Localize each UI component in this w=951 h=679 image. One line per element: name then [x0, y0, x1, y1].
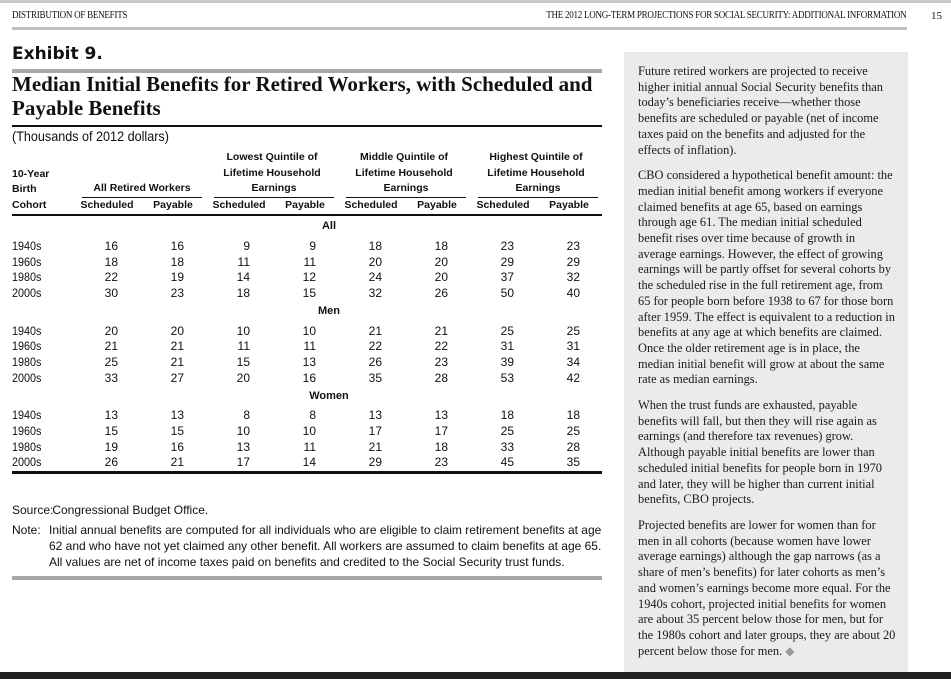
- group-header-line: All Retired Workers: [93, 182, 191, 194]
- table-row: [12, 238, 602, 254]
- table-row: [12, 338, 602, 354]
- scheduled-value-cell: 10: [236, 323, 250, 338]
- payable-value-cell: 8: [309, 408, 316, 423]
- cohort-header-line: Birth: [12, 183, 37, 195]
- scheduled-value-cell: 17: [368, 424, 382, 439]
- group-header-line: Earnings: [515, 182, 561, 194]
- group-header-line: Earnings: [251, 182, 297, 194]
- group-header-line: Highest Quintile of: [489, 151, 583, 163]
- section-label: Women: [309, 389, 349, 402]
- subheader-payable: Payable: [404, 198, 470, 216]
- cohort-cell: 1960s: [12, 424, 42, 439]
- table-row: [12, 423, 602, 439]
- payable-value-cell: 18: [566, 408, 580, 423]
- scheduled-value-cell: 22: [104, 270, 118, 285]
- scheduled-value-cell: 13: [236, 439, 250, 454]
- benefits-table: [12, 150, 602, 474]
- payable-value-cell: 13: [170, 408, 184, 423]
- payable-value-cell: 18: [434, 238, 448, 253]
- section-label: All: [321, 220, 337, 232]
- group-header-all-workers: [74, 150, 206, 198]
- payable-value-cell: 13: [302, 354, 316, 369]
- source-label: Source:: [12, 503, 54, 517]
- commentary-sidebar: [624, 52, 908, 672]
- running-head: [12, 10, 906, 26]
- scheduled-value-cell: 33: [104, 370, 118, 385]
- exhibit-bottom-divider: [12, 576, 602, 580]
- payable-value-cell: 18: [434, 439, 448, 454]
- subheader-payable: Payable: [272, 198, 338, 216]
- table-row: [12, 269, 602, 285]
- subheader-payable: Payable: [536, 198, 602, 216]
- title-divider: [12, 125, 602, 127]
- cohort-header: [12, 150, 74, 198]
- exhibit-title: Median Initial Benefits for Retired Workers, with Scheduled and Payable Benefits: [12, 72, 593, 120]
- cohort-cell: 2000s: [12, 455, 68, 473]
- cohort-cell: 1940s: [12, 238, 42, 253]
- scheduled-value-cell: 22: [368, 339, 382, 354]
- subheader-payable: Payable: [140, 198, 206, 216]
- scheduled-value-cell: 21: [368, 439, 382, 454]
- payable-value-cell: 21: [170, 339, 184, 354]
- scheduled-value-cell: 26: [74, 455, 140, 473]
- scheduled-value-cell: 20: [104, 323, 118, 338]
- source-line: [12, 503, 602, 517]
- cohort-cell: 2000s: [12, 370, 42, 385]
- sidebar-paragraph-text: Projected benefits are lower for women than for men in all cohorts (because women have lower average earnings) although the gap narrows (as a share of men’s benefits) for later cohorts as men’s and women’s earnings become more equal. For the 1940s cohort, projected initial benefits for women are about 35 percent below those for men, but for the 1980s cohort and later groups, they are about 20 percent below those for men.: [638, 517, 896, 658]
- running-head-publication: THE 2012 LONG-TERM PROJECTIONS FOR SOCIAL SECURITY: ADDITIONAL INFORMATION: [546, 10, 907, 21]
- table-section-row: [12, 386, 602, 408]
- scheduled-value-cell: 18: [368, 238, 382, 253]
- payable-value-cell: 23: [404, 455, 470, 473]
- note-text: Initial annual benefits are computed for all individuals who are eligible to claim retirement benefits at age 62 and who have not yet claimed any other benefit. All workers are assumed to claim benefits at age 65. All values are net of income taxes paid on benefits and credited to the Social Security trust funds.: [49, 523, 602, 569]
- payable-value-cell: 20: [170, 323, 184, 338]
- scheduled-value-cell: 13: [368, 408, 382, 423]
- section-cell: [12, 301, 602, 323]
- payable-value-cell: 40: [566, 285, 580, 300]
- payable-value-cell: 28: [434, 370, 448, 385]
- scheduled-value-cell: 25: [500, 323, 514, 338]
- units-label: (Thousands of 2012 dollars): [12, 128, 169, 144]
- payable-value-cell: 32: [566, 270, 580, 285]
- scheduled-value-cell: 20: [236, 370, 250, 385]
- cohort-cell: 1980s: [12, 354, 42, 369]
- scheduled-value-cell: 32: [368, 285, 382, 300]
- sidebar-paragraph: When the trust funds are exhausted, payable benefits will fall, but then they will rise again as earnings (and therefore tax revenues) grow. Although payable initial benefits are lower than scheduled initial benefits for people born in 1970 and later, they will be higher than current initial benefits, CBO projects.: [638, 398, 882, 507]
- table-section-row: [12, 301, 602, 323]
- cohort-cell: 1980s: [12, 270, 42, 285]
- scheduled-value-cell: 15: [104, 424, 118, 439]
- payable-value-cell: 29: [566, 254, 580, 269]
- cohort-cell: 1940s: [12, 323, 42, 338]
- payable-value-cell: 15: [170, 424, 184, 439]
- payable-value-cell: 12: [302, 270, 316, 285]
- scheduled-value-cell: 50: [500, 285, 514, 300]
- payable-value-cell: 9: [309, 238, 316, 253]
- table-row: [12, 439, 602, 455]
- scheduled-value-cell: 18: [104, 254, 118, 269]
- payable-value-cell: 16: [302, 370, 316, 385]
- running-head-section: DISTRIBUTION OF BENEFITS: [12, 10, 128, 21]
- payable-value-cell: 20: [434, 270, 448, 285]
- payable-value-cell: 11: [303, 439, 316, 454]
- scheduled-value-cell: 20: [368, 254, 382, 269]
- table-row: [12, 254, 602, 270]
- scheduled-value-cell: 39: [500, 354, 514, 369]
- note-block: [12, 522, 604, 569]
- section-cell: [12, 215, 602, 238]
- scheduled-value-cell: 45: [470, 455, 536, 473]
- payable-value-cell: 19: [170, 270, 184, 285]
- source-text: Congressional Budget Office.: [52, 503, 209, 517]
- exhibit-label: Exhibit 9.: [12, 44, 103, 64]
- payable-value-cell: 13: [434, 408, 448, 423]
- top-border: [0, 0, 951, 3]
- payable-value-cell: 25: [566, 424, 580, 439]
- scheduled-value-cell: 23: [500, 238, 514, 253]
- section-cell: [12, 386, 602, 408]
- payable-value-cell: 15: [302, 285, 316, 300]
- scheduled-value-cell: 29: [338, 455, 404, 473]
- scheduled-value-cell: 11: [237, 254, 250, 269]
- payable-value-cell: 18: [170, 254, 184, 269]
- scheduled-value-cell: 53: [500, 370, 514, 385]
- scheduled-value-cell: 31: [500, 339, 514, 354]
- scheduled-value-cell: 13: [104, 408, 118, 423]
- payable-value-cell: 42: [566, 370, 580, 385]
- scheduled-value-cell: 11: [237, 339, 250, 354]
- scheduled-value-cell: 26: [368, 354, 382, 369]
- scheduled-value-cell: 15: [236, 354, 250, 369]
- scheduled-value-cell: 19: [104, 439, 118, 454]
- scheduled-value-cell: 24: [368, 270, 382, 285]
- payable-value-cell: 34: [566, 354, 580, 369]
- payable-value-cell: 23: [170, 285, 184, 300]
- table-row: [12, 323, 602, 339]
- payable-value-cell: 21: [140, 455, 206, 473]
- scheduled-value-cell: 30: [104, 285, 118, 300]
- table-row: [12, 408, 602, 424]
- subheader-scheduled: Scheduled: [470, 198, 536, 216]
- section-label: Men: [318, 304, 340, 317]
- table-body: [12, 215, 602, 473]
- diamond-end-mark-icon: ◆: [785, 643, 795, 658]
- scheduled-value-cell: 29: [500, 254, 514, 269]
- payable-value-cell: 11: [303, 254, 316, 269]
- sidebar-paragraph: Future retired workers are projected to receive higher initial annual Social Security benefits than today’s beneficiaries receive—whether those benefits are scheduled or payable (net of income taxes paid on the benefits and adjusted for the effects of inflation).: [638, 64, 883, 157]
- payable-value-cell: 21: [170, 354, 184, 369]
- group-header-line: Lifetime Household: [487, 166, 585, 179]
- cohort-cell: 1980s: [12, 439, 42, 454]
- scheduled-value-cell: 37: [500, 270, 514, 285]
- sidebar-paragraph: CBO considered a hypothetical benefit amount: the median initial benefit among workers if everyone claimed benefits at age 65, based on earnings through age 61. The median initial scheduled benefit rises over time because of growth in average earnings. However, the effect of growing earnings will be partly offset for several cohorts by the scheduled rise in the full retirement age, from 65 for people born before 1938 to 67 for those born after 1959. The effect is equivalent to a reduction in benefits at any age at which benefits are claimed. Once the older retirement age is in place, the median initial benefit will grow at about the same rate as median earnings.: [638, 168, 895, 387]
- payable-value-cell: 21: [434, 323, 448, 338]
- payable-value-cell: 23: [434, 354, 448, 369]
- payable-value-cell: 26: [434, 285, 448, 300]
- table-section-row: [12, 215, 602, 238]
- scheduled-value-cell: 25: [104, 354, 118, 369]
- window-bottom-edge: [0, 672, 951, 679]
- payable-value-cell: 23: [566, 238, 580, 253]
- scheduled-value-cell: 35: [368, 370, 382, 385]
- payable-value-cell: 17: [434, 424, 448, 439]
- scheduled-value-cell: 21: [104, 339, 118, 354]
- scheduled-value-cell: 18: [236, 285, 250, 300]
- group-header-line: Lowest Quintile of: [226, 151, 318, 163]
- cohort-cell: 1960s: [12, 339, 42, 354]
- group-header-middle-quintile: [338, 150, 470, 198]
- subheader-scheduled: Scheduled: [74, 198, 140, 216]
- table-row: [12, 354, 602, 370]
- payable-value-cell: 20: [434, 254, 448, 269]
- scheduled-value-cell: 18: [500, 408, 514, 423]
- payable-value-cell: 22: [434, 339, 448, 354]
- cohort-cell: 2000s: [12, 285, 42, 300]
- subheader-scheduled: Scheduled: [206, 198, 272, 216]
- group-header-highest-quintile: [470, 150, 602, 198]
- scheduled-value-cell: 8: [243, 408, 250, 423]
- table-row: [12, 455, 602, 473]
- cohort-header: Cohort: [12, 198, 74, 216]
- group-header-lowest-quintile: [206, 150, 338, 198]
- table-group-header-row: [12, 150, 602, 198]
- scheduled-value-cell: 17: [206, 455, 272, 473]
- payable-value-cell: 35: [536, 455, 602, 473]
- table-row: [12, 370, 602, 386]
- group-header-line: Middle Quintile of: [359, 151, 449, 163]
- scheduled-value-cell: 21: [368, 323, 382, 338]
- header-divider: [12, 27, 907, 30]
- table-row: [12, 285, 602, 301]
- payable-value-cell: 27: [170, 370, 184, 385]
- payable-value-cell: 16: [170, 238, 184, 253]
- group-header-line: Lifetime Household: [223, 166, 321, 179]
- payable-value-cell: 25: [566, 323, 580, 338]
- scheduled-value-cell: 16: [104, 238, 118, 253]
- payable-value-cell: 14: [272, 455, 338, 473]
- payable-value-cell: 16: [170, 439, 184, 454]
- scheduled-value-cell: 10: [236, 424, 250, 439]
- scheduled-value-cell: 25: [500, 424, 514, 439]
- table-subheader-row: [12, 198, 602, 216]
- group-header-line: Earnings: [383, 182, 429, 194]
- scheduled-value-cell: 9: [243, 238, 250, 253]
- payable-value-cell: 11: [303, 339, 316, 354]
- payable-value-cell: 10: [302, 424, 316, 439]
- cohort-header-line: 10-Year: [12, 167, 50, 180]
- payable-value-cell: 28: [566, 439, 580, 454]
- scheduled-value-cell: 14: [236, 270, 250, 285]
- subheader-scheduled: Scheduled: [338, 198, 404, 216]
- group-header-line: Lifetime Household: [355, 166, 453, 179]
- cohort-cell: 1940s: [12, 408, 42, 423]
- payable-value-cell: 10: [302, 323, 316, 338]
- cohort-cell: 1960s: [12, 254, 42, 269]
- payable-value-cell: 31: [566, 339, 580, 354]
- note-label: Note:: [12, 523, 41, 537]
- sidebar-paragraph-last: [624, 518, 908, 659]
- scheduled-value-cell: 33: [500, 439, 514, 454]
- page-number: 15: [931, 10, 942, 22]
